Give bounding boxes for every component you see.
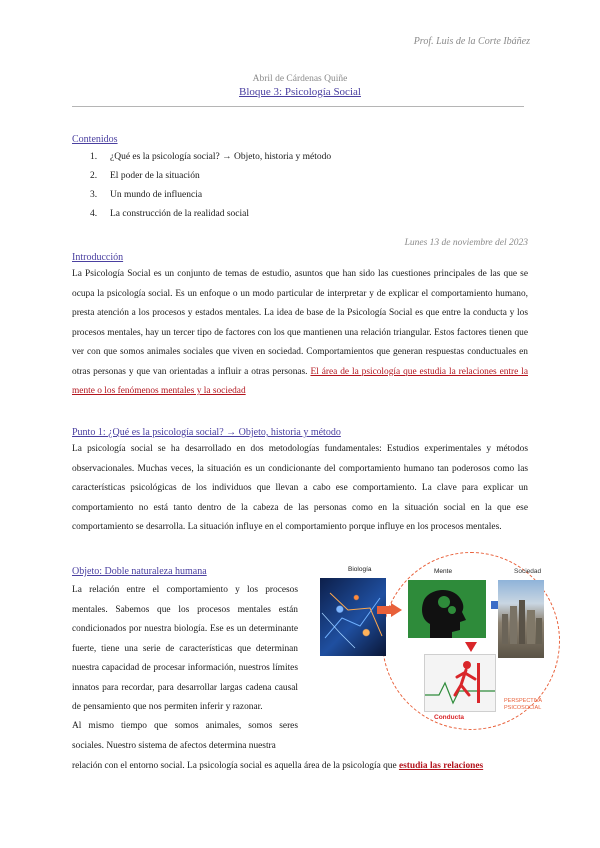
conduct-label: Conducta [434,714,464,721]
point1-heading[interactable]: Punto 1: ¿Qué es la psicología social? → Objeto, historia y método [72,427,341,438]
mind-label: Mente [434,568,453,575]
society-label: Sociedad [514,568,542,575]
head-gears-icon [408,580,486,638]
object-paragraph-3: relación con el entorno social. La psicología social es aquella área de la psicología que estudia las relaciones [72,761,484,771]
object-heading[interactable]: Objeto: Doble naturaleza humana [72,566,207,577]
arrow-right-icon [391,603,402,617]
contents-heading[interactable]: Contenidos [72,134,118,145]
list-item: 2. El poder de la situación [90,171,200,181]
object-paragraph: La relación entre el comportamiento y los procesos mentales. Sabemos que los procesos mentales están condicionados por nuestra biología. Ese es un determinante fuerte, tiene una serie de características que determinan nuestra capacidad de procesar información, nuestros límites innatos para recordar, para desarrollar largas cadena causal de pensamiento que nos permiten inferir y razonar. [72,585,298,712]
object-highlight: estudia las relaciones [398,761,484,771]
list-item: 3. Un mundo de influencia [90,190,203,200]
arrow-down-icon [465,642,477,652]
intro-heading[interactable]: Introducción [72,252,124,263]
conduct-image [424,654,496,712]
running-person-icon [425,655,495,711]
intro-paragraph: La Psicología Social es un conjunto de temas de estudio, asuntos que han sido las cuestiones principales de las que se ocupa la psicología social. Es un enfoque o un modo particular de interpretar y de explicar el comportamiento humano, presta atención a los procesos y estados mentales. La idea de base de la Psicología Social es que entre la conducta y los procesos mentales, hay un tercer tipo de factores con los que mantienen una relación triangular. Estos factores tienen que ver con que somos animales sociales que viven en sociedad. Comportamientos que generan respuestas conductuales en otras personas y que van orientadas a influir a otras personas. El área de la psicología que estudia la relaciones entre la mente o los fenómenos mentales y la sociedad [72,269,528,396]
neurons-image [320,578,386,656]
intro-highlight: El área de la psicología que estudia la relaciones entre la mente o los fenómenos mentales y la sociedad [72,366,528,396]
list-item: 4. La construcción de la realidad social [90,209,250,219]
biology-label: Biología [348,566,372,573]
buildings-icon [498,580,544,658]
neurons-icon [320,578,386,656]
list-item: 1. ¿Qué es la psicología social? → Objeto, historia y método [90,152,332,162]
city-image [498,580,544,658]
header-divider [72,106,524,107]
contents-list [90,150,331,226]
author-name: Abril de Cárdenas Quiñe [252,74,348,84]
professor-name: Prof. Luis de la Corte Ibáñez [413,36,530,47]
lecture-date: Lunes 13 de noviembre del 2023 [404,238,528,248]
block-title[interactable]: Bloque 3: Psicología Social [239,86,361,98]
point1-paragraph: La psicología social se ha desarrollado en dos metodologías fundamentales: Estudios experimentales y métodos observacionales. Muchas veces, la situación es un condicionante del comportamiento humano tan poderosos como las características psicológicas de los individuos que llevan a cabo ese comportamiento. La clave para explicar un comportamiento no está tanto dentro de la cabeza de las personas como en la situación social en la que ese comportamiento se desarrolla. La situación influye en el comportamiento porque influye en los procesos mentales. [72,444,528,532]
object-paragraph-2: Al mismo tiempo que somos animales, somos seres sociales. Nuestro sistema de afectos determina nuestra [72,721,298,751]
perspective-label: PERSPECTIVA PSICOSOCIAL [504,698,542,711]
mind-image [408,580,486,638]
psychosocial-figure [316,558,546,726]
